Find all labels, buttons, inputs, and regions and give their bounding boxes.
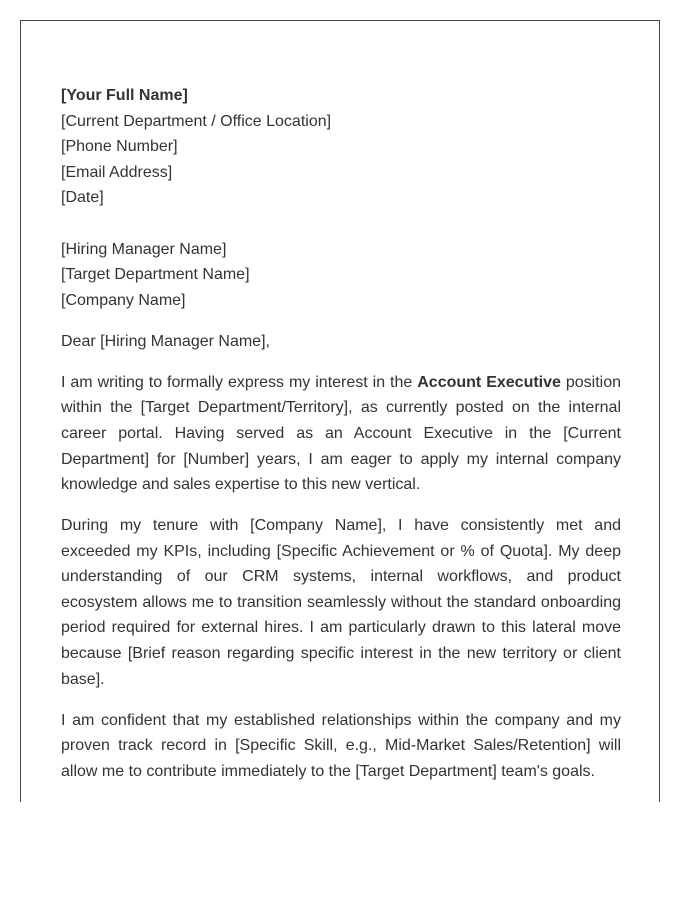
letter-date: [Date]	[61, 189, 104, 207]
salutation: Dear [Hiring Manager Name],	[61, 332, 270, 350]
letter-page	[20, 20, 660, 802]
paragraph-intro-start: I am writing to formally express my interest in the	[61, 373, 418, 391]
paragraph-intro	[61, 370, 621, 498]
sender-email: [Email Address]	[61, 163, 173, 181]
paragraph-intro-end: position within the [Target Department/Territory], as currently posted on the internal career portal. Having served as an Account Executive in the [Current Department] for [Number] years, I am eager to apply my internal company knowledge and sales expertise to this new vertical.	[61, 373, 622, 494]
letter-body	[61, 83, 621, 784]
recipient-company: [Company Name]	[61, 291, 186, 309]
position-title: Account Executive	[417, 373, 561, 391]
sender-department: [Current Department / Office Location]	[61, 112, 332, 130]
sender-block	[61, 83, 621, 211]
paragraph-experience: During my tenure with [Company Name], I have consistently met and exceeded my KPIs, including [Specific Achievement or % of Quota]. My deep understanding of our CRM systems, internal workflows, and product ecosystem allows me to transition seamlessly without the standard onboarding period required for external hires. I am particularly drawn to this lateral move because [Brief reason regarding specific interest in the new territory or client base].	[61, 517, 621, 688]
recipient-block	[61, 237, 621, 314]
spacer	[61, 211, 621, 237]
recipient-manager: [Hiring Manager Name]	[61, 240, 227, 258]
sender-name: [Your Full Name]	[61, 87, 188, 104]
recipient-department: [Target Department Name]	[61, 266, 250, 284]
paragraph-closing: I am confident that my established relationships within the company and my proven track record in [Specific Skill, e.g., Mid-Market Sales/Retention] will allow me to contribute immediately to the [Target Department] team's goals.	[61, 711, 621, 780]
sender-phone: [Phone Number]	[61, 138, 178, 156]
